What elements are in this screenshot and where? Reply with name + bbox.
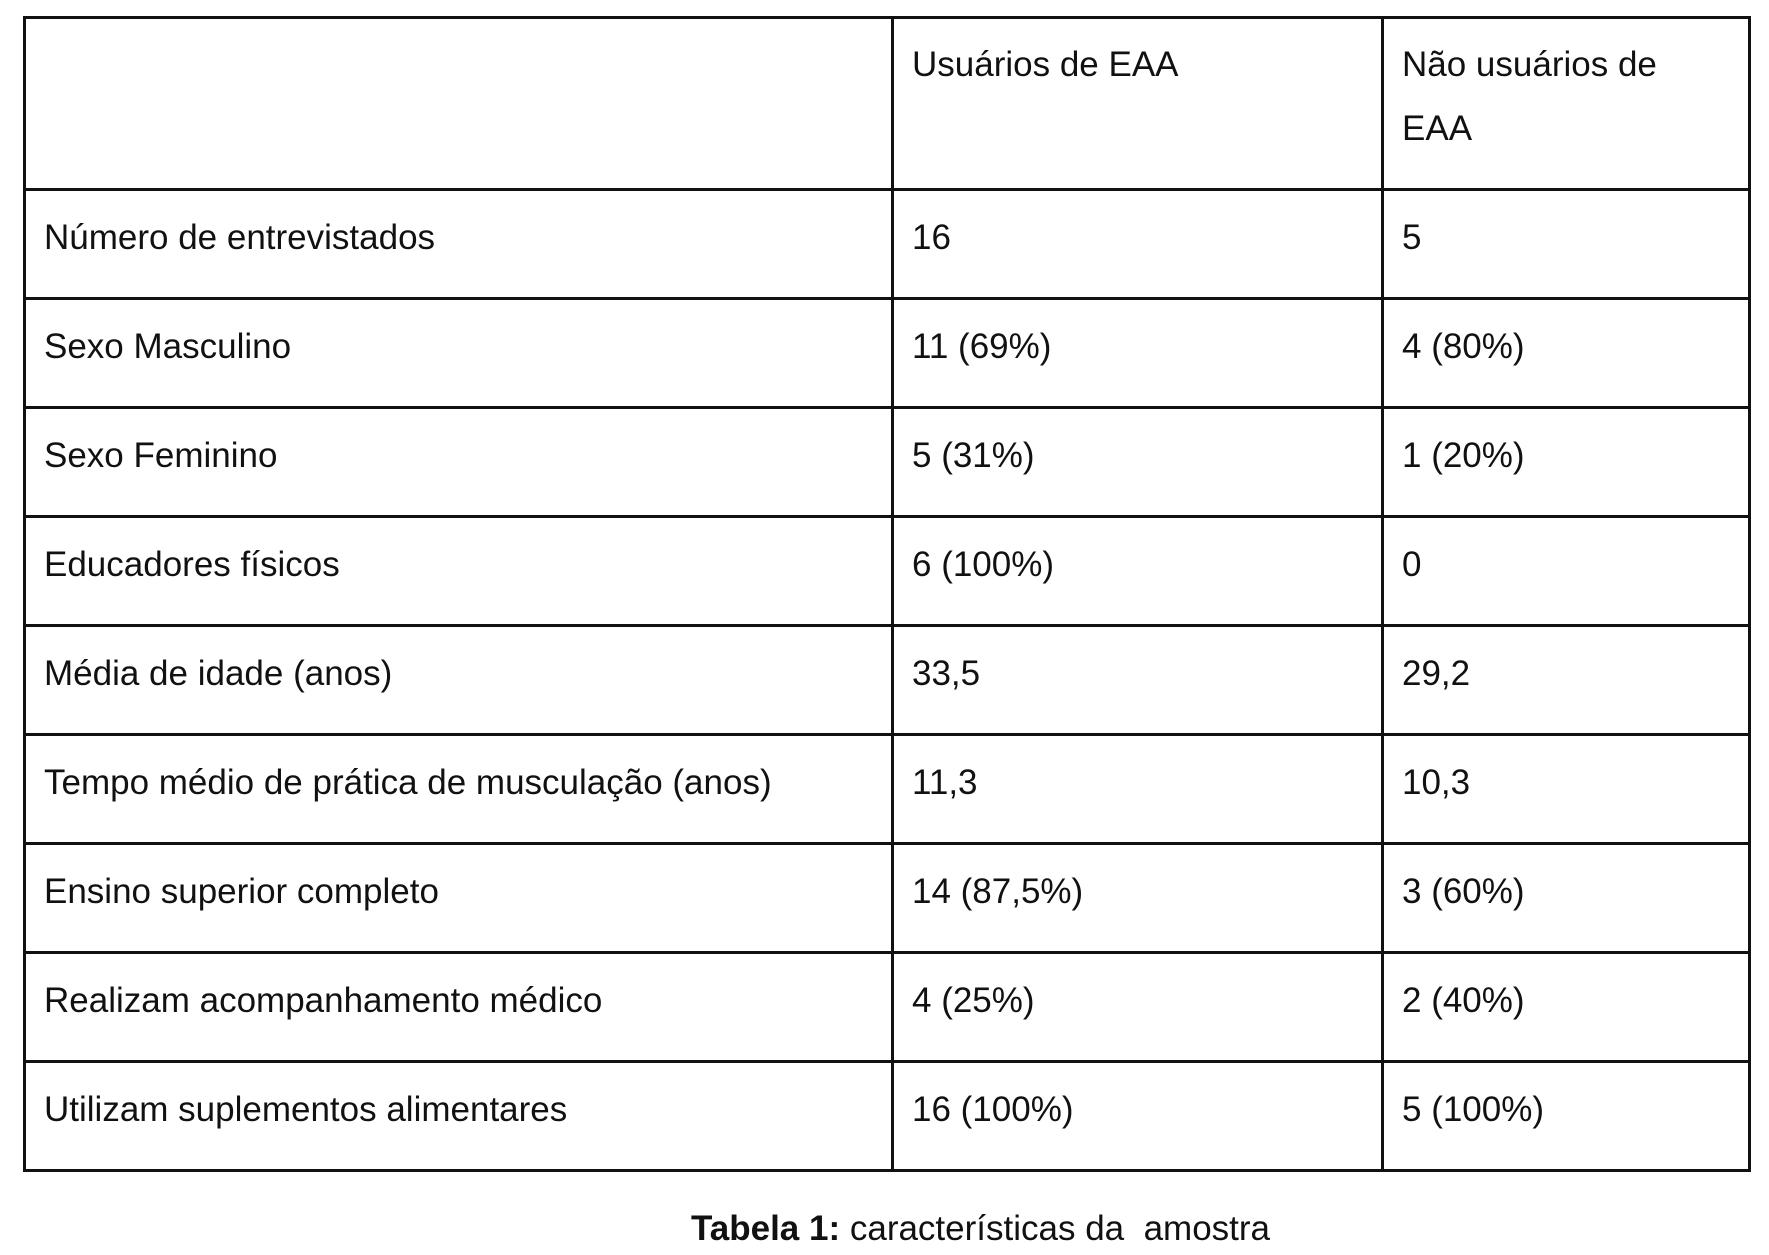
table-row <box>25 844 1750 953</box>
row-label: Tempo médio de prática de musculação (anos) <box>25 735 893 844</box>
users-value: 6 (100%) <box>893 517 1383 626</box>
non-users-value: 29,2 <box>1383 626 1750 735</box>
sample-characteristics-table <box>23 16 1751 1172</box>
non-users-value: 5 (100%) <box>1383 1062 1750 1171</box>
users-value: 4 (25%) <box>893 953 1383 1062</box>
non-users-value: 10,3 <box>1383 735 1750 844</box>
caption-text: características da amostra <box>840 1209 1271 1248</box>
header-non-users: Não usuários de EAA <box>1383 18 1750 190</box>
table-body <box>25 190 1750 1171</box>
users-value: 5 (31%) <box>893 408 1383 517</box>
table-row <box>25 190 1750 299</box>
table-row <box>25 517 1750 626</box>
table-row <box>25 626 1750 735</box>
row-label: Sexo Feminino <box>25 408 893 517</box>
row-label: Educadores físicos <box>25 517 893 626</box>
users-value: 14 (87,5%) <box>893 844 1383 953</box>
table-header-row <box>25 18 1750 190</box>
table-row <box>25 408 1750 517</box>
header-empty-cell <box>25 18 893 190</box>
non-users-value: 3 (60%) <box>1383 844 1750 953</box>
users-value: 16 <box>893 190 1383 299</box>
row-label: Realizam acompanhamento médico <box>25 953 893 1062</box>
row-label: Sexo Masculino <box>25 299 893 408</box>
row-label: Ensino superior completo <box>25 844 893 953</box>
caption-label: Tabela 1: <box>690 1209 841 1248</box>
users-value: 33,5 <box>893 626 1383 735</box>
row-label: Média de idade (anos) <box>25 626 893 735</box>
non-users-value: 1 (20%) <box>1383 408 1750 517</box>
row-label: Número de entrevistados <box>25 190 893 299</box>
header-users: Usuários de EAA <box>893 18 1383 190</box>
row-label: Utilizam suplementos alimentares <box>25 1062 893 1171</box>
table-header <box>25 18 1750 190</box>
table-row <box>25 1062 1750 1171</box>
users-value: 16 (100%) <box>893 1062 1383 1171</box>
table-row <box>25 953 1750 1062</box>
non-users-value: 5 <box>1383 190 1750 299</box>
table-row <box>25 735 1750 844</box>
table-caption <box>0 1203 1769 1255</box>
non-users-value: 0 <box>1383 517 1750 626</box>
table-row <box>25 299 1750 408</box>
users-value: 11 (69%) <box>893 299 1383 408</box>
non-users-value: 2 (40%) <box>1383 953 1750 1062</box>
non-users-value: 4 (80%) <box>1383 299 1750 408</box>
users-value: 11,3 <box>893 735 1383 844</box>
